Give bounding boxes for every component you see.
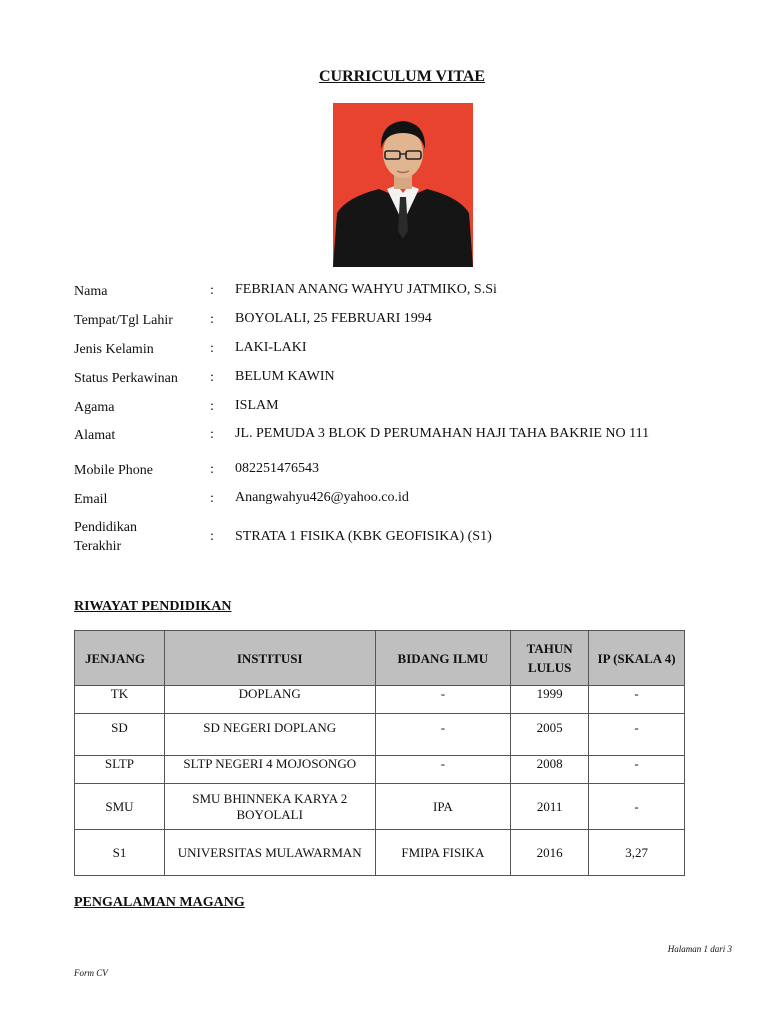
- table-cell: SLTP NEGERI 4 MOJOSONGO: [164, 756, 375, 784]
- table-cell: -: [375, 756, 511, 784]
- info-value: Anangwahyu426@yahoo.co.id: [235, 490, 409, 505]
- table-cell: 2008: [511, 756, 589, 784]
- info-label: Status Perkawinan: [74, 371, 178, 386]
- table-cell: -: [589, 756, 685, 784]
- column-header-bidang-ilmu: BIDANG ILMU: [375, 631, 511, 686]
- table-cell: DOPLANG: [164, 686, 375, 714]
- table-cell: SD: [75, 714, 165, 756]
- table-cell: SMU BHINNEKA KARYA 2 BOYOLALI: [164, 784, 375, 830]
- info-label: Jenis Kelamin: [74, 342, 154, 357]
- table-row: [75, 830, 685, 876]
- table-cell: 2016: [511, 830, 589, 876]
- table-row: [75, 784, 685, 830]
- info-colon: :: [210, 399, 214, 414]
- info-label: Mobile Phone: [74, 463, 153, 478]
- profile-photo: [333, 103, 473, 267]
- education-table: [74, 630, 685, 876]
- table-cell: 2005: [511, 714, 589, 756]
- table-row: [75, 686, 685, 714]
- column-header-ip: IP (SKALA 4): [589, 631, 685, 686]
- table-cell: SMU: [75, 784, 165, 830]
- info-value: BOYOLALI, 25 FEBRUARI 1994: [235, 311, 432, 326]
- table-cell: FMIPA FISIKA: [375, 830, 511, 876]
- info-label: Tempat/Tgl Lahir: [74, 313, 173, 328]
- info-value: ISLAM: [235, 398, 279, 413]
- table-row: [75, 756, 685, 784]
- education-heading: RIWAYAT PENDIDIKAN: [74, 599, 232, 614]
- document-title: CURRICULUM VITAE: [318, 68, 486, 85]
- table-cell: -: [589, 686, 685, 714]
- table-cell: S1: [75, 830, 165, 876]
- column-header-tahun-lulus: TAHUN LULUS: [511, 631, 589, 686]
- table-cell: 2011: [511, 784, 589, 830]
- table-header-row: [75, 631, 685, 686]
- info-label: Pendidikan Terakhir: [74, 520, 137, 554]
- info-value: FEBRIAN ANANG WAHYU JATMIKO, S.Si: [235, 282, 497, 297]
- table-cell: -: [375, 714, 511, 756]
- info-value: JL. PEMUDA 3 BLOK D PERUMAHAN HAJI TAHA BAKRIE NO 111: [235, 426, 650, 441]
- info-colon: :: [210, 312, 214, 327]
- table-cell: IPA: [375, 784, 511, 830]
- table-cell: SD NEGERI DOPLANG: [164, 714, 375, 756]
- table-cell: -: [589, 714, 685, 756]
- info-colon: :: [210, 529, 214, 544]
- internship-heading: PENGALAMAN MAGANG: [74, 895, 245, 910]
- table-row: [75, 714, 685, 756]
- page-number: Halaman 1 dari 3: [667, 944, 732, 954]
- table-cell: 1999: [511, 686, 589, 714]
- info-value: 082251476543: [235, 461, 319, 476]
- info-colon: :: [210, 427, 214, 442]
- info-colon: :: [210, 462, 214, 477]
- table-cell: TK: [75, 686, 165, 714]
- table-cell: SLTP: [75, 756, 165, 784]
- form-label: Form CV: [74, 968, 108, 978]
- info-label: Nama: [74, 284, 108, 299]
- info-value: LAKI-LAKI: [235, 340, 307, 355]
- info-label: Agama: [74, 400, 115, 415]
- info-label: Alamat: [74, 428, 116, 443]
- info-colon: :: [210, 341, 214, 356]
- info-value: BELUM KAWIN: [235, 369, 335, 384]
- info-label: Email: [74, 492, 108, 507]
- table-cell: -: [375, 686, 511, 714]
- info-colon: :: [210, 283, 214, 298]
- column-header-institusi: INSTITUSI: [164, 631, 375, 686]
- table-cell: UNIVERSITAS MULAWARMAN: [164, 830, 375, 876]
- info-colon: :: [210, 491, 214, 506]
- column-header-jenjang: JENJANG: [75, 631, 165, 686]
- person-portrait-icon: [333, 103, 473, 267]
- info-colon: :: [210, 370, 214, 385]
- table-cell: -: [589, 784, 685, 830]
- info-value: STRATA 1 FISIKA (KBK GEOFISIKA) (S1): [235, 529, 492, 544]
- table-cell: 3,27: [589, 830, 685, 876]
